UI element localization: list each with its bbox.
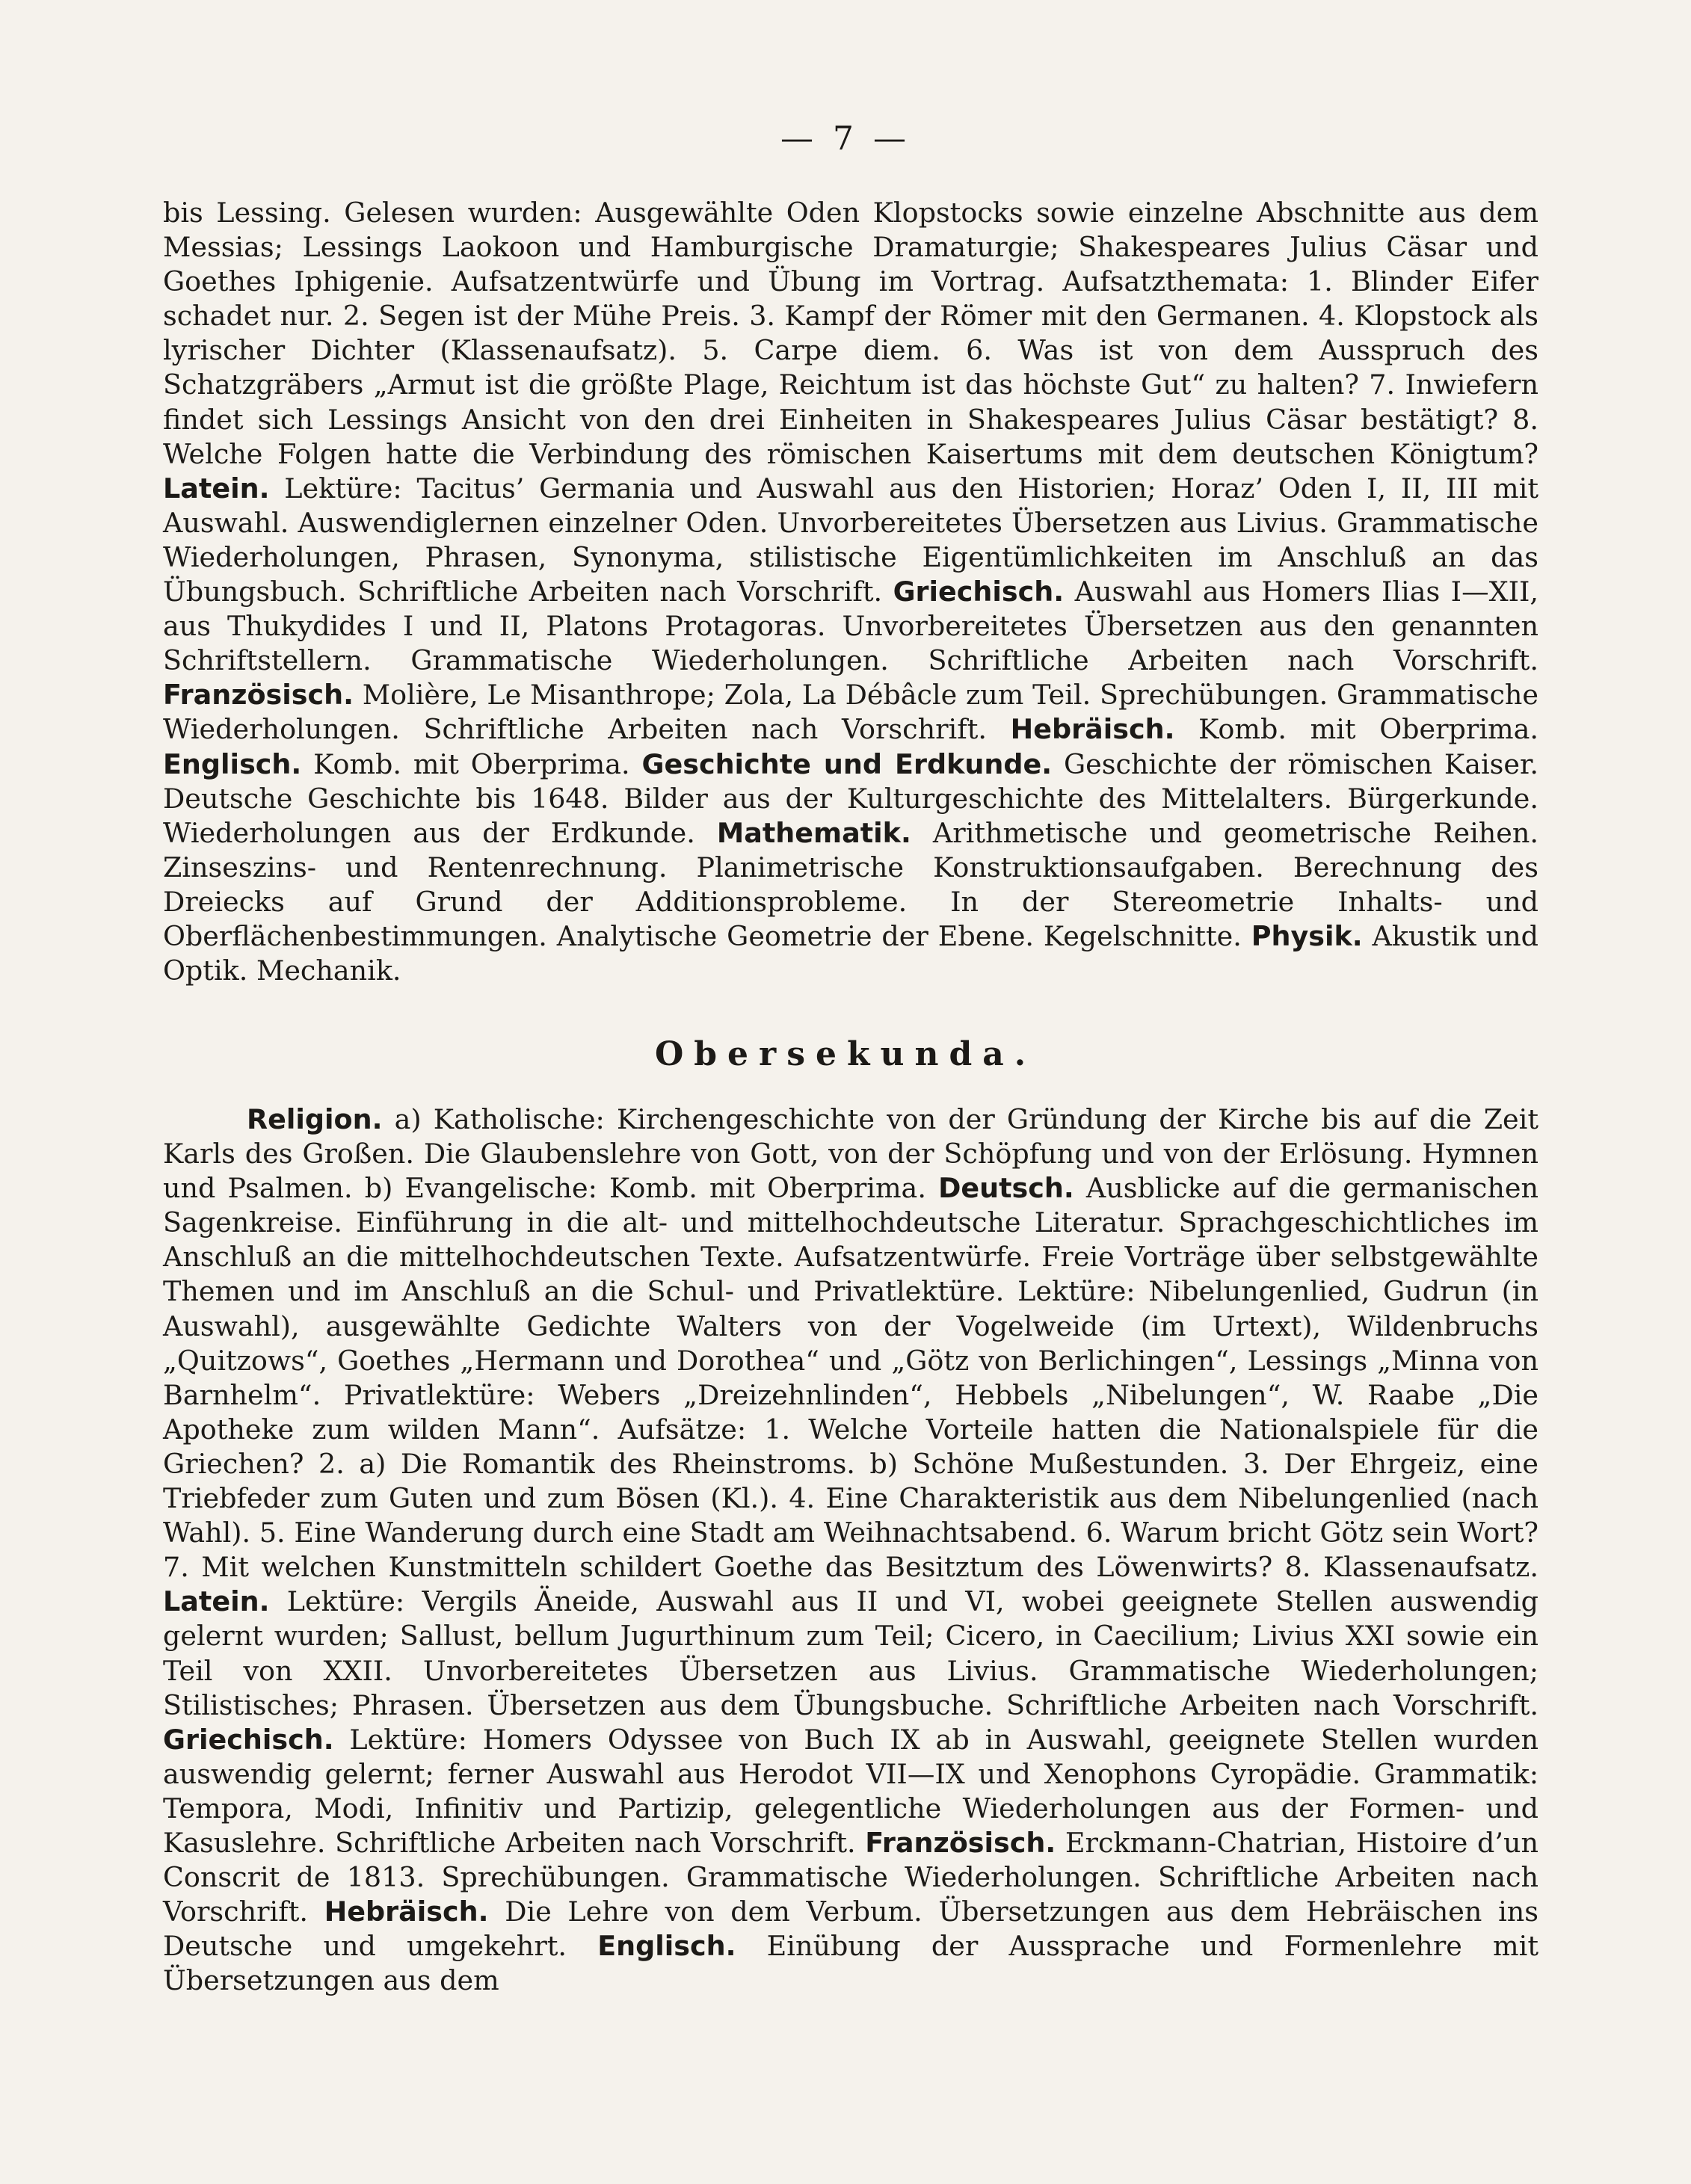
section-title: Obersekunda. (654, 1035, 1037, 1073)
paragraph-text-run: Einübung der Aussprache und Formenlehre mit Übersetzungen aus dem (163, 1930, 1538, 1997)
paragraph-text-run: Arithmetische und geometrische Reihen. Zinseszins- und Rentenrechnung. Planimetrische Konstruktionsaufgaben. Berechnung des Dreiecks auf Grund der Additionsprobleme. In der Stereometrie Inhalts- und Oberflächenbestimmungen. Analytische Geometrie der Ebene. Kegelschnitte. (163, 816, 1538, 952)
subject-heading: Englisch. (163, 747, 302, 780)
paragraph-text-run: Molière, Le Misanthrope; Zola, La Débâcle zum Teil. Sprechübungen. Grammatische Wiederholungen. Schriftliche Arbeiten nach Vorschrift. (163, 679, 1538, 746)
paragraph-text-run: Komb. mit Oberprima. (1174, 713, 1538, 746)
paragraph-text-run: bis Lessing. Gelesen wurden: Ausgewählte Oden Klopstocks sowie einzelne Abschnitte aus dem Messias; Lessings Laokoon und Hamburgische Dramaturgie; Shakespeares Julius Cäsar und Goethes Iphigenie. Aufsatzentwürfe und Übung im Vortrag. Aufsatzthemata: 1. Blinder Eifer schadet nur. 2. Segen ist der Mühe Preis. 3. Kampf der Römer mit den Germanen. 4. Klopstock als lyrischer Dichter (Klassenaufsatz). 5. Carpe diem. 6. Was ist von dem Ausspruch des Schatzgräbers „Armut ist die größte Plage, Reichtum ist das höchste Gut“ zu halten? 7. Inwiefern findet sich Lessings Ansicht von den drei Einheiten in Shakespeares Julius Cäsar bestätigt? 8. Welche Folgen hatte die Verbindung des römischen Kaisertums mit dem deutschen Königtum? (163, 197, 1538, 470)
subject-heading: Religion. (247, 1103, 383, 1135)
bottom-text-block (163, 1102, 1538, 1998)
subject-heading: Latein. (163, 472, 270, 505)
paragraph-text-run: Auswahl aus Homers Ilias I—XII, aus Thukydides I und II, Platons Protagoras. Unvorbereitetes Übersetzen aus den genannten Schriftstellern. Grammatische Wiederholungen. Schriftliche Arbeiten nach Vorschrift. (163, 576, 1539, 677)
subject-heading: Griechisch. (893, 576, 1065, 608)
top-paragraph (163, 196, 1538, 988)
paragraph-text-run: Akustik und Optik. Mechanik. (163, 919, 1538, 987)
subject-heading: Geschichte und Erdkunde. (641, 747, 1053, 780)
subject-heading: Englisch. (597, 1930, 736, 1963)
paragraph-text-run: a) Katholische: Kirchengeschichte von der Gründung der Kirche bis auf die Zeit Karls des Großen. Die Glaubenslehre von Gott, von der Schöpfung und von der Erlösung. Hymnen und Psalmen. b) Evangelische: Komb. mit Oberprima. (163, 1103, 1538, 1205)
subject-heading: Physik. (1251, 919, 1363, 952)
paragraph-text-run: Erckmann-Chatrian, Histoire d’un Conscrit de 1813. Sprechübungen. Grammatische Wiederholungen. Schriftliche Arbeiten nach Vorschrift. (163, 1826, 1538, 1928)
paragraph-text-run: Die Lehre von dem Verbum. Übersetzungen aus dem Hebräischen ins Deutsche und umgekehrt. (163, 1895, 1538, 1963)
subject-heading: Deutsch. (938, 1172, 1074, 1205)
subject-heading: Hebräisch. (324, 1895, 489, 1928)
paragraph-text-run: Lektüre: Tacitus’ Germania und Auswahl aus den Historien; Horaz’ Oden I, II, III mit Auswahl. Auswendiglernen einzelner Oden. Unvorbereitetes Übersetzen aus Livius. Grammatische Wiederholungen, Phrasen, Synonyma, stilistische Eigentümlichkeiten im Anschluß an das Übungsbuch. Schriftliche Arbeiten nach Vorschrift. (163, 472, 1538, 608)
paragraph-text-run: Lektüre: Homers Odyssee von Buch IX ab in Auswahl, geeignete Stellen wurden auswendig gelernt; ferner Auswahl aus Herodot VII—IX und Xenophons Cyropädie. Grammatik: Tempora, Modi, Infinitiv und Partizip, gelegentliche Wiederholungen aus der Formen- und Kasuslehre. Schriftliche Arbeiten nach Vorschrift. (163, 1723, 1538, 1859)
paragraph-text-run: Geschichte der römischen Kaiser. Deutsche Geschichte bis 1648. Bilder aus der Kulturgeschichte des Mittelalters. Bürgerkunde. Wiederholungen aus der Erdkunde. (163, 747, 1539, 849)
paragraph-text-run: Komb. mit Oberprima. (301, 747, 642, 780)
paragraph-text-run: Lektüre: Vergils Äneide, Auswahl aus II und VI, wobei geeignete Stellen auswendig gelernt wurden; Sallust, bellum Jugurthinum zum Teil; Cicero, in Caecilium; Livius XXI sowie ein Teil von XXII. Unvorbereitetes Übersetzen aus Livius. Grammatische Wiederholungen; Stilistisches; Phrasen. Übersetzen aus dem Übungsbuche. Schriftliche Arbeiten nach Vorschrift. (163, 1585, 1538, 1721)
bottom-paragraph (163, 1102, 1538, 1998)
subject-heading: Latein. (163, 1585, 270, 1618)
subject-heading: Griechisch. (163, 1723, 334, 1756)
subject-heading: Französisch. (865, 1826, 1056, 1859)
subject-heading: Mathematik. (716, 816, 911, 849)
subject-heading: Französisch. (163, 679, 354, 712)
top-text-block (163, 196, 1538, 988)
page-number: — 7 — (780, 120, 911, 158)
subject-heading: Hebräisch. (1010, 713, 1175, 746)
paragraph-text-run: Ausblicke auf die germanischen Sagenkreise. Einführung in die alt- und mittelhochdeutsche Literatur. Sprachgeschichtliches im Anschluß an die mittelhochdeutschen Texte. Aufsatzentwürfe. Freie Vorträge über selbstgewählte Themen und im Anschluß an die Schul- und Privatlektüre. Lektüre: Nibelungenlied, Gudrun (in Auswahl), ausgewählte Gedichte Walters von der Vogelweide (im Urtext), Wildenbruchs „Quitzows“, Goethes „Hermann und Dorothea“ und „Götz von Berlichingen“, Lessings „Minna von Barnhelm“. Privatlektüre: Webers „Dreizehnlinden“, Hebbels „Nibelungen“, W. Raabe „Die Apotheke zum wilden Mann“. Aufsätze: 1. Welche Vorteile hatten die Nationalspiele für die Griechen? 2. a) Die Romantik des Rheinstroms. b) Schöne Mußestunden. 3. Der Ehrgeiz, eine Triebfeder zum Guten und zum Bösen (Kl.). 4. Eine Charakteristik aus dem Nibelungenlied (nach Wahl). 5. Eine Wanderung durch eine Stadt am Weihnachtsabend. 6. Warum bricht Götz sein Wort? 7. Mit welchen Kunstmitteln schildert Goethe das Besitztum des Löwenwirts? 8. Klassenaufsatz. (163, 1172, 1538, 1584)
